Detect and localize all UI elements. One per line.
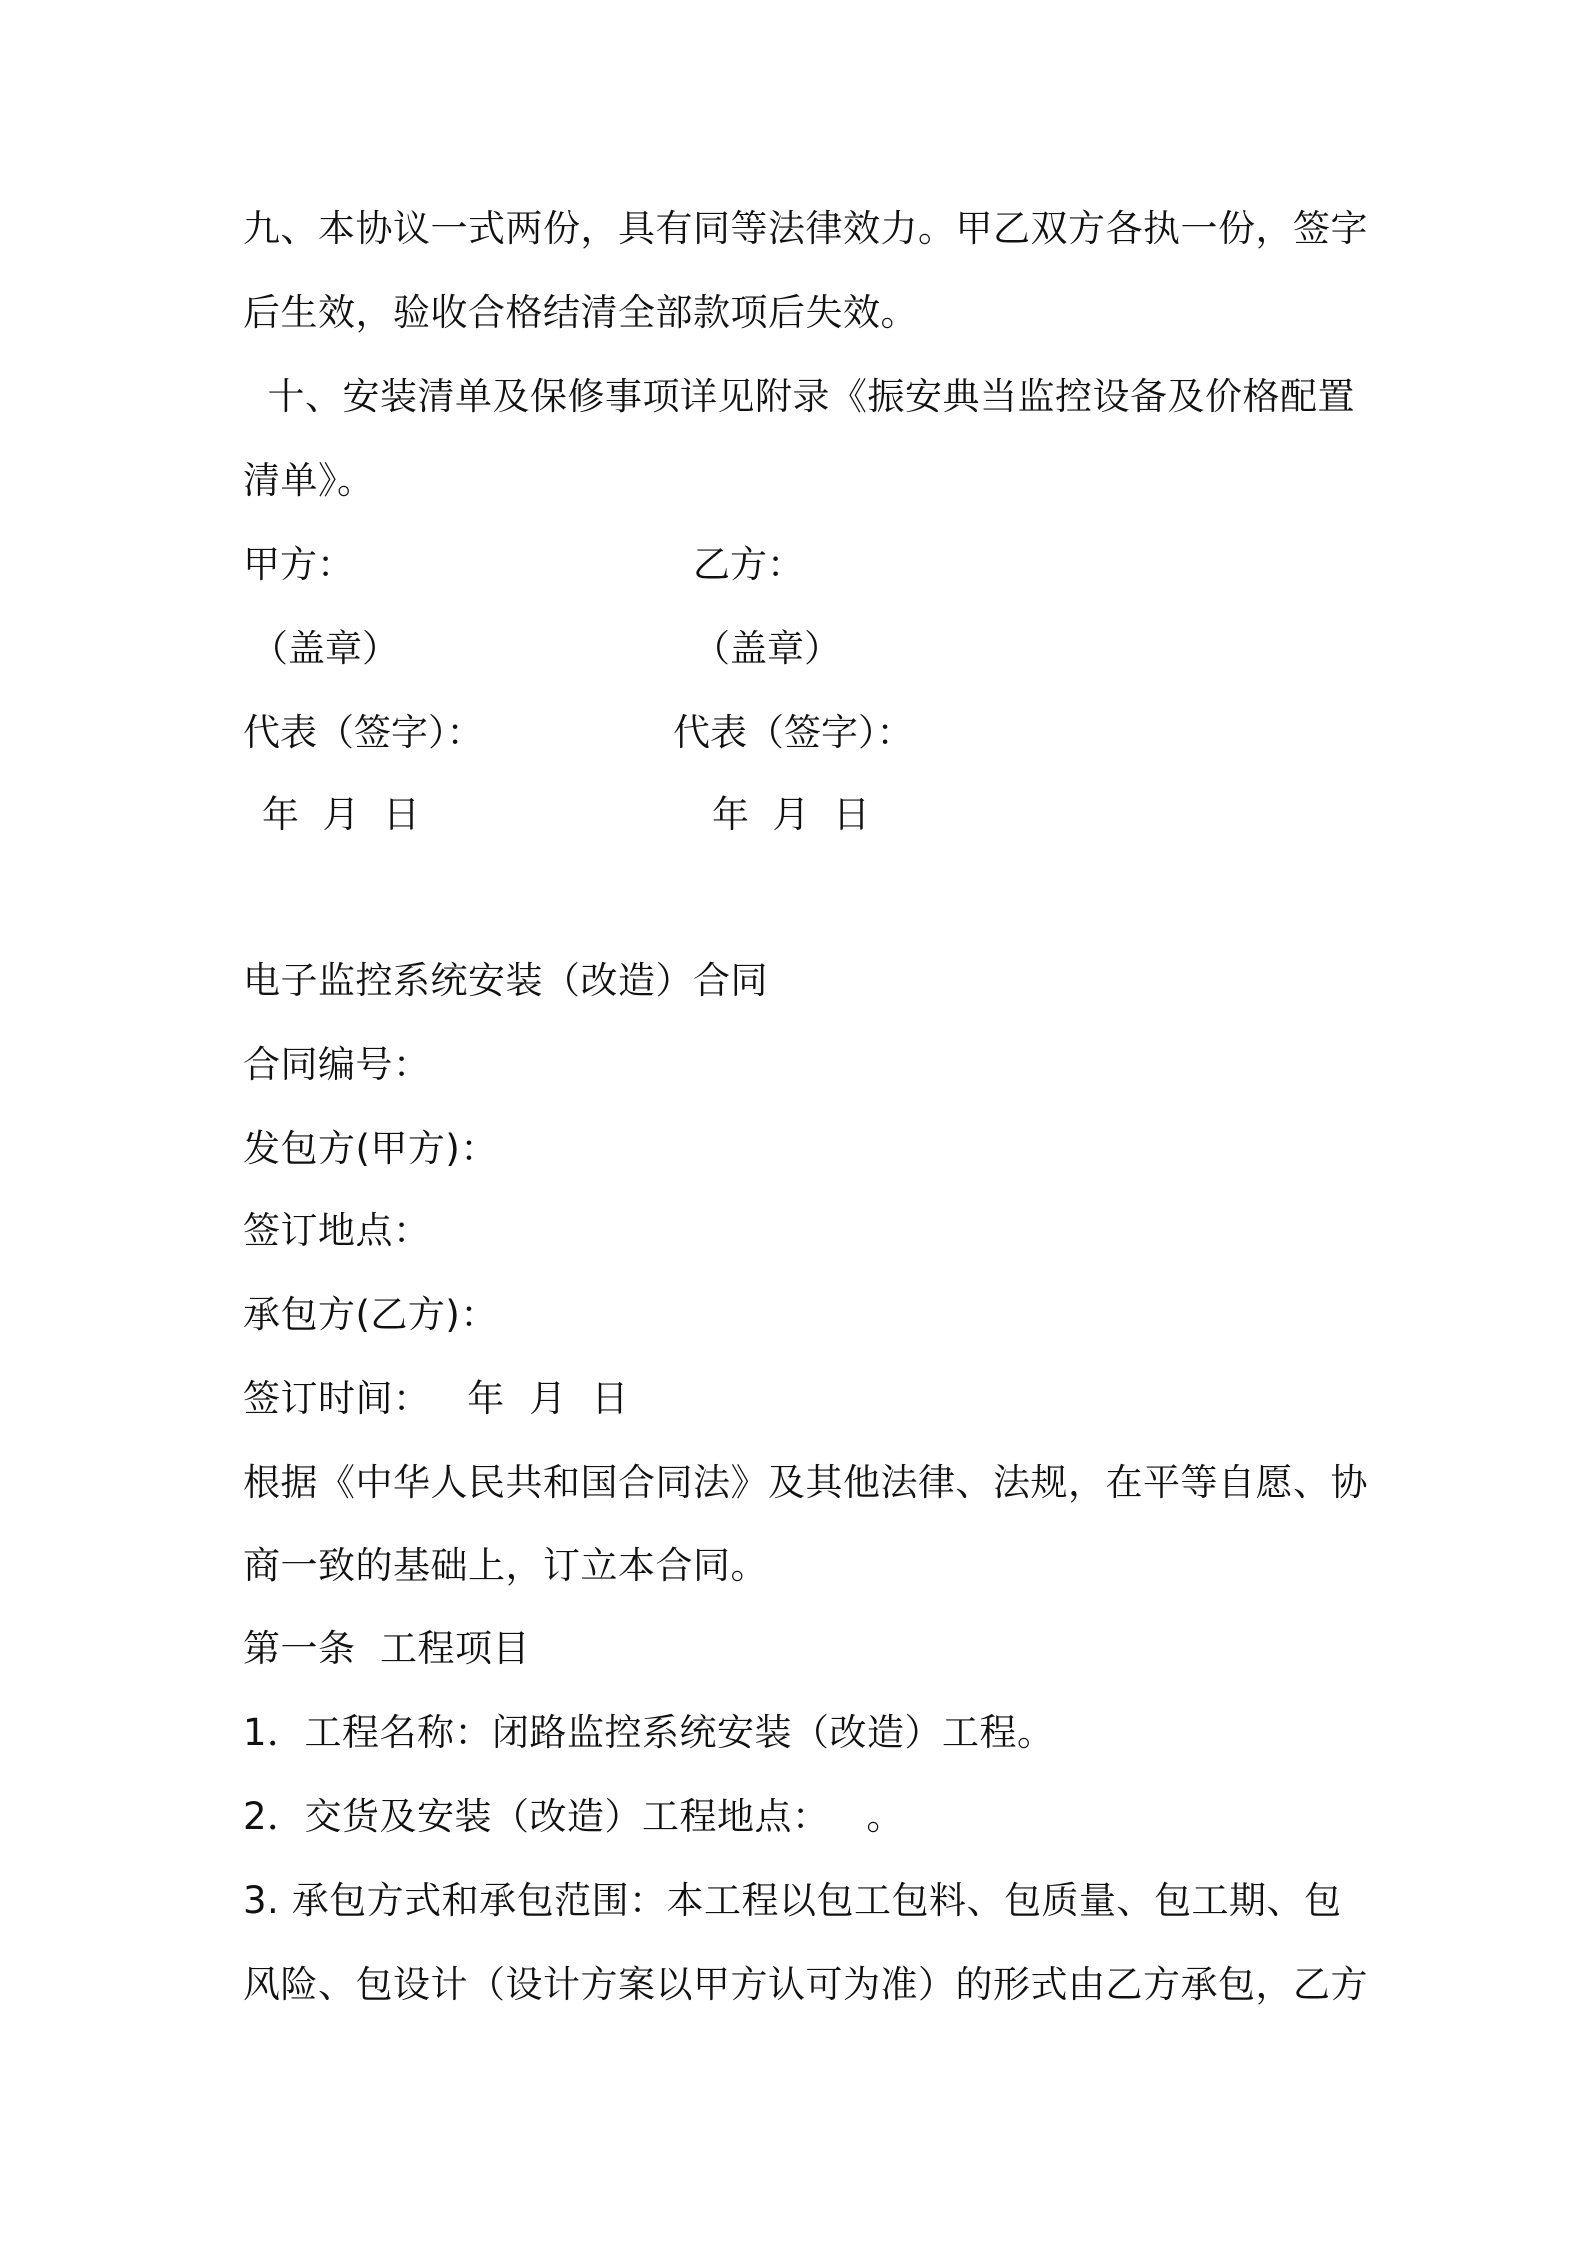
article-1-item-3-line-2: 风险、包设计（设计方案以甲方认可为准）的形式由乙方承包，乙方 [243, 1963, 1368, 2006]
clause-9-line-1: 九、本协议一式两份，具有同等法律效力。甲乙双方各执一份，签字 [243, 207, 1368, 250]
party-a-label: 甲方： [243, 543, 354, 586]
article-1-item-3-line-1: 3. 承包方式和承包范围：本工程以包工包料、包质量、包工期、包 [243, 1879, 1342, 1922]
article-1-title: 第一条 工程项目 [243, 1627, 531, 1670]
signing-place-label: 签订地点： [243, 1209, 431, 1252]
party-a-representative: 代表（签字）： [243, 711, 484, 754]
preamble-line-2: 商一致的基础上，订立本合同。 [243, 1544, 768, 1587]
clause-9-line-2: 后生效，验收合格结清全部款项后失效。 [243, 291, 918, 334]
preamble-line-1: 根据《中华人民共和国合同法》及其他法律、法规，在平等自愿、协 [243, 1461, 1368, 1504]
party-a-seal: （盖章） [251, 627, 399, 670]
party-b-representative: 代表（签字）： [673, 711, 914, 754]
party-b-label: 乙方： [693, 543, 804, 586]
contract-title: 电子监控系统安装（改造）合同 [243, 959, 768, 1002]
clause-10-line-1: 十、安装清单及保修事项详见附录《振安典当监控设备及价格配置 [243, 375, 1356, 418]
client-label: 发包方(甲方)： [243, 1127, 498, 1170]
signing-date-label: 签订时间： 年 月 日 [243, 1377, 629, 1420]
contract-number-label: 合同编号： [243, 1043, 431, 1086]
article-1-item-1: 1．工程名称：闭路监控系统安装（改造）工程。 [243, 1711, 1055, 1754]
article-1-item-2: 2．交货及安装（改造）工程地点： 。 [243, 1795, 904, 1838]
contractor-label: 承包方(乙方)： [243, 1293, 498, 1336]
clause-10-line-2: 清单》。 [243, 459, 375, 502]
party-b-date: 年 月 日 [712, 793, 871, 836]
party-a-date: 年 月 日 [262, 793, 421, 836]
party-b-seal: （盖章） [693, 627, 841, 670]
